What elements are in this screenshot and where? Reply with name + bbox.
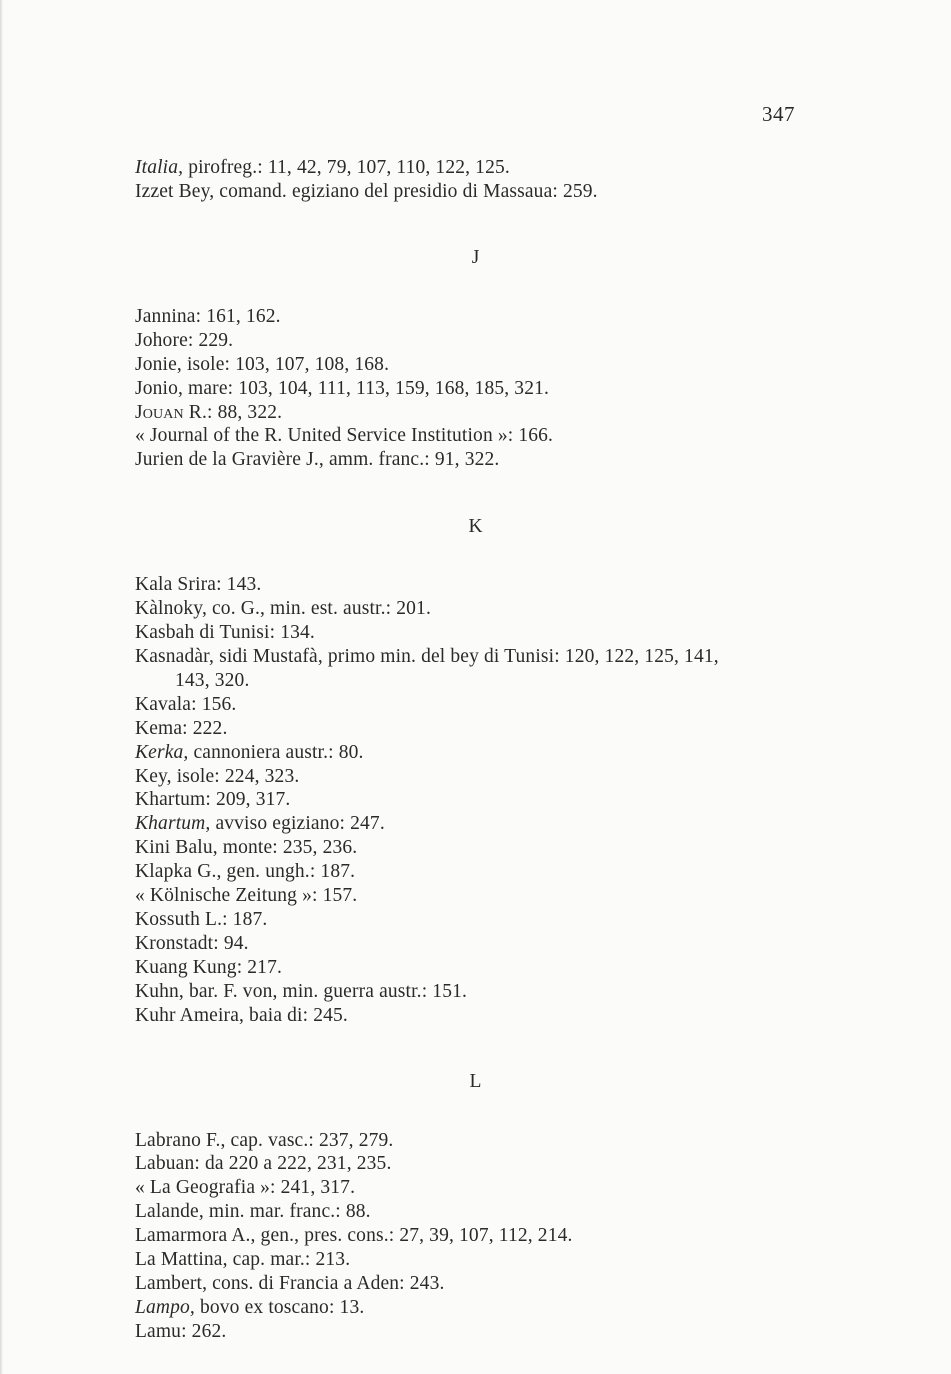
entry-text: Kavala: 156. xyxy=(135,693,237,715)
index-entry xyxy=(135,693,236,716)
entry-italic-title: Khartum, xyxy=(135,813,211,835)
entry-text: Kasbah di Tunisi: 134. xyxy=(135,622,315,644)
section-letter-heading: L xyxy=(469,1071,482,1092)
index-entry xyxy=(135,573,261,596)
index-entry xyxy=(135,156,510,179)
entry-text: « La Geografia »: 241, 317. xyxy=(135,1177,356,1199)
index-entry xyxy=(135,812,385,835)
index-entry xyxy=(135,401,282,424)
index-entry xyxy=(135,956,282,979)
index-entry xyxy=(135,1004,348,1027)
entry-text: Jonie, isole: 103, 107, 108, 168. xyxy=(135,353,390,375)
entry-text: pirofreg.: 11, 42, 79, 107, 110, 122, 125. xyxy=(183,157,510,178)
entry-text: Johore: 229. xyxy=(135,329,234,351)
index-entry xyxy=(135,1152,391,1175)
entry-text: Kuang Kung: 217. xyxy=(135,956,283,978)
entry-italic-title: Lampo, xyxy=(135,1296,195,1318)
index-entry xyxy=(135,645,719,668)
entry-text: cannoniera austr.: 80. xyxy=(188,741,364,763)
index-entry xyxy=(135,980,467,1003)
index-entry xyxy=(135,1296,364,1319)
index-entry xyxy=(135,180,598,203)
index-entry-continuation xyxy=(175,669,249,692)
entry-text: Lambert, cons. di Francia a Aden: 243. xyxy=(135,1272,445,1294)
index-entry xyxy=(135,908,267,931)
entry-text: Kossuth L.: 187. xyxy=(135,908,268,930)
index-entry xyxy=(135,1129,393,1152)
entry-author-name: Jouan xyxy=(135,401,184,423)
index-entry xyxy=(135,1176,355,1199)
entry-text: Kuhr Ameira, baia di: 245. xyxy=(135,1004,348,1026)
index-entry xyxy=(135,424,553,447)
index-entry xyxy=(135,741,364,764)
entry-text: Kronstadt: 94. xyxy=(135,932,249,954)
entry-text: « Journal of the R. United Service Institution »: 166. xyxy=(135,425,554,447)
index-entry xyxy=(135,448,499,471)
index-entry xyxy=(135,621,315,644)
index-entry xyxy=(135,353,389,376)
entry-text: Kini Balu, monte: 235, 236. xyxy=(135,837,358,859)
index-entry xyxy=(135,765,299,788)
entry-text: Kàlnoky, co. G., min. est. austr.: 201. xyxy=(135,598,431,620)
entry-text: bovo ex toscano: 13. xyxy=(194,1296,365,1318)
entry-text: R.: 88, 322. xyxy=(183,401,283,423)
entry-text: Klapka G., gen. ungh.: 187. xyxy=(135,861,356,883)
entry-text: Jurien de la Gravière J., amm. franc.: 91, 322. xyxy=(135,449,500,471)
section-letter-heading: K xyxy=(468,515,483,537)
index-entry xyxy=(135,377,549,400)
entry-text: La Mattina, cap. mar.: 213. xyxy=(135,1249,351,1270)
index-entry xyxy=(135,597,431,620)
entry-text: Jonio, mare: 103, 104, 111, 113, 159, 168, 185, 321. xyxy=(135,377,550,399)
index-entry xyxy=(135,1224,573,1247)
entry-text: Lamu: 262. xyxy=(135,1320,227,1342)
entry-text: Lalande, min. mar. franc.: 88. xyxy=(135,1201,371,1223)
index-entry xyxy=(135,884,357,907)
page-binding-edge xyxy=(0,0,3,1374)
index-entry xyxy=(135,1248,350,1271)
entry-italic-title: Italia, xyxy=(135,157,184,178)
entry-text: avviso egiziano: 247. xyxy=(210,813,385,835)
index-entry xyxy=(135,717,227,740)
entry-text: Labrano F., cap. vasc.: 237, 279. xyxy=(135,1129,394,1151)
index-entry xyxy=(135,932,249,955)
page-number: 347 xyxy=(762,102,795,126)
entry-text: Kala Srira: 143. xyxy=(135,574,262,596)
entry-text: Labuan: da 220 a 222, 231, 235. xyxy=(135,1153,392,1175)
entry-text: Kema: 222. xyxy=(135,717,228,739)
index-entry xyxy=(135,305,281,328)
entry-text: Izzet Bey, comand. egiziano del presidio di Massaua: 259. xyxy=(135,180,598,202)
index-entry xyxy=(135,329,233,352)
entry-italic-title: Kerka, xyxy=(135,741,189,763)
index-entry xyxy=(135,836,357,859)
entry-text: Khartum: 209, 317. xyxy=(135,789,291,811)
entry-text: Kasnadàr, sidi Mustafà, primo min. del bey di Tunisi: 120, 122, 125, 141, xyxy=(135,646,719,667)
section-letter-heading: J xyxy=(471,247,480,269)
index-entry xyxy=(135,860,355,883)
index-entry xyxy=(135,788,290,811)
entry-text: Lamarmora A., gen., pres. cons.: 27, 39, 107, 112, 214. xyxy=(135,1225,573,1247)
entry-text: 143, 320. xyxy=(175,669,250,691)
index-entry xyxy=(135,1272,445,1295)
entry-text: « Kölnische Zeitung »: 157. xyxy=(135,885,358,906)
entry-text: Kuhn, bar. F. von, min. guerra austr.: 151. xyxy=(135,980,468,1002)
entry-text: Jannina: 161, 162. xyxy=(135,305,281,327)
index-entry xyxy=(135,1200,371,1223)
entry-text: Key, isole: 224, 323. xyxy=(135,765,300,787)
index-entry xyxy=(135,1320,226,1343)
